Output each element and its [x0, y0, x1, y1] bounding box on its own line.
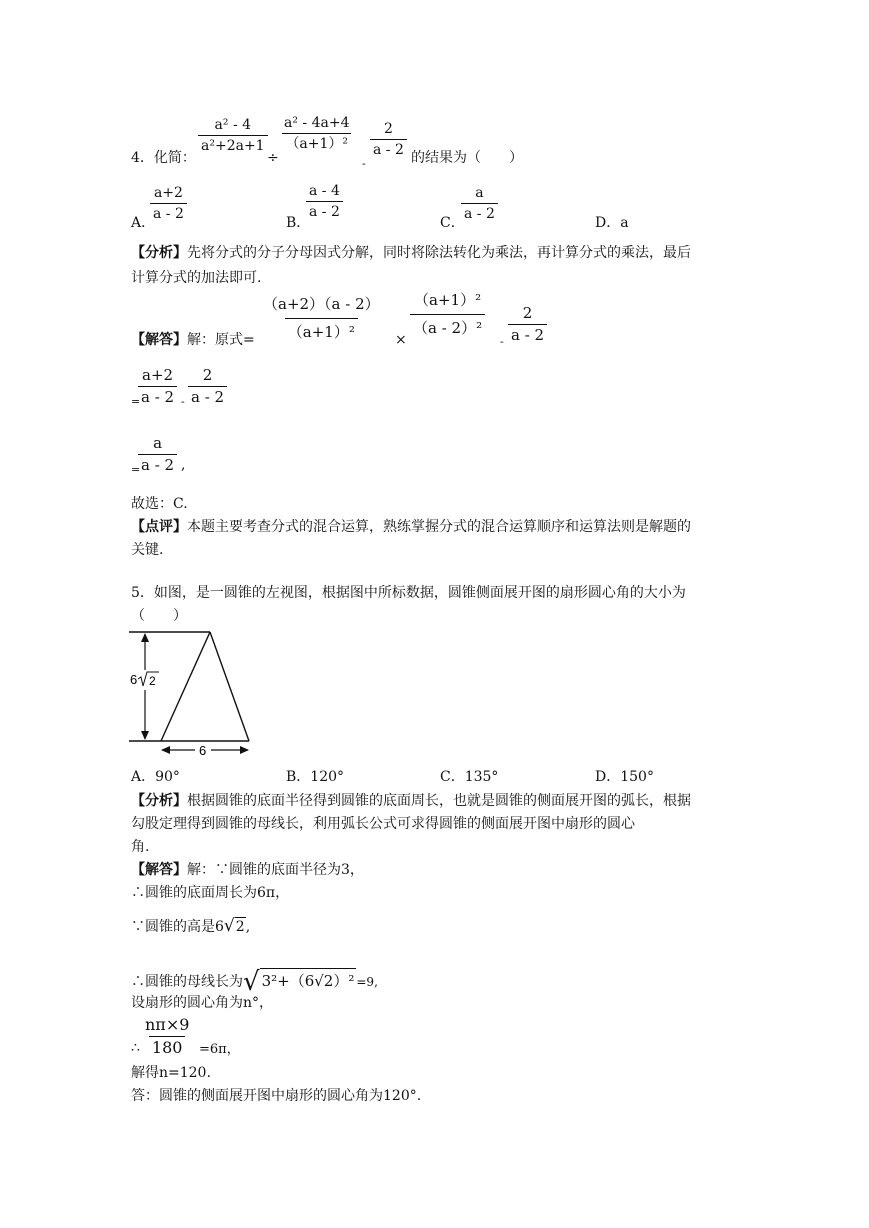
solution-fraction-2	[410, 293, 485, 336]
radicand-expression: 3²+（6√2）²	[260, 968, 357, 990]
q4-analysis-line2: 计算分式的加法即可.	[131, 270, 262, 286]
cone-left-view-figure	[129, 630, 253, 762]
option-d-text: a	[620, 215, 629, 231]
therefore-sign: ∴	[131, 1040, 140, 1056]
step3-fraction	[138, 436, 177, 473]
radical-symbol: √	[223, 916, 235, 936]
arrow-down-icon	[141, 731, 149, 740]
triangle-left-side	[161, 632, 210, 741]
q5-solution-line5: 设扇形的圆心角为n°，	[131, 995, 274, 1011]
q5-answer: 答：圆锥的侧面展开图中扇形的圆心角为120°.	[131, 1088, 422, 1104]
option-a-letter: A．	[131, 215, 156, 231]
solution-fraction-1	[260, 297, 383, 340]
q5-stem-line2: （ ）	[131, 608, 187, 624]
step2-fraction-2	[188, 368, 227, 405]
option-b-letter: B．	[286, 215, 311, 231]
minus-sign-2: -	[500, 335, 504, 348]
option-a-fraction	[150, 186, 187, 221]
solution-text-1: 解：∵圆锥的底面半径为3，	[187, 862, 364, 878]
times-sign: ×	[395, 332, 407, 348]
option-d-letter: D．	[595, 215, 621, 231]
analysis-text-1: 先将分式的分子分母因式分解，同时将除法转化为乘法，再计算分式的乘法，最后	[187, 245, 691, 261]
analysis-tag: 【分析】	[131, 793, 187, 809]
numerator: a² - 4	[214, 117, 252, 133]
q5-option-b: B．120°	[286, 769, 345, 785]
q5-solution-line1	[131, 863, 364, 877]
comment-text-1: 本题主要考查分式的混合运算，熟练掌握分式的混合运算顺序和运算法则是解题的	[187, 519, 691, 535]
result: =9,	[356, 975, 378, 989]
denominator: a - 2	[150, 203, 187, 221]
numerator: a+2	[153, 185, 183, 201]
radicand: 2	[235, 919, 245, 935]
denominator: a - 2	[370, 139, 407, 157]
numerator: a+2	[142, 366, 174, 384]
q5-option-c: C．135°	[440, 769, 499, 785]
q5-solution-line7: 解得n=120.	[131, 1065, 211, 1081]
height-statement: ∵圆锥的高是6	[131, 919, 224, 935]
denominator: a²+2a+1	[198, 135, 268, 153]
arrow-up-icon	[141, 633, 149, 642]
denominator: a - 2	[138, 454, 177, 473]
solution-intro-text: 解：原式=	[187, 332, 255, 348]
numerator: （a+2）（a - 2）	[263, 295, 380, 313]
comment-tag: 【点评】	[131, 519, 187, 535]
q4-fraction-2	[281, 116, 352, 151]
option-c-letter: C．	[440, 215, 465, 231]
step2-minus: -	[181, 395, 185, 408]
height-label: 6	[130, 672, 138, 687]
q5-stem-line1: 5．如图，是一圆锥的左视图，根据图中所标数据，圆锥侧面展开图的扇形圆心角的大小为	[131, 585, 686, 601]
option-c-fraction	[461, 186, 498, 221]
numerator: nπ×9	[145, 1015, 190, 1034]
base-label: 6	[199, 743, 207, 758]
analysis-tag: 【分析】	[131, 245, 187, 261]
denominator: a - 2	[306, 201, 343, 219]
denominator: （a - 2）²	[410, 314, 485, 336]
arrow-right-icon	[240, 746, 249, 754]
arrow-left-icon	[161, 746, 170, 754]
q4-tail: 的结果为（ ）	[411, 150, 523, 166]
denominator: （a+1）²	[282, 133, 351, 151]
arc-length-fraction	[142, 1017, 192, 1056]
q5-analysis-line3: 角.	[131, 839, 150, 855]
step2-equals: =	[131, 395, 141, 408]
denominator: a - 2	[508, 324, 547, 343]
q4-label: 4．化简：	[131, 150, 196, 166]
q4-analysis-line1	[131, 246, 691, 260]
q4-fraction-1	[198, 118, 268, 153]
height-radicand: 2	[149, 674, 156, 688]
step3-equals: =	[131, 463, 141, 476]
step2-fraction-1	[138, 368, 177, 405]
numerator: a	[475, 185, 484, 201]
option-b-fraction	[306, 184, 343, 219]
radical-symbol-large: √	[243, 967, 260, 997]
comma: ,	[245, 919, 251, 935]
denominator: a - 2	[461, 203, 498, 221]
slant-statement: ∴圆锥的母线长为	[131, 974, 243, 990]
option-d	[595, 216, 629, 230]
q5-analysis-line2: 勾股定理得到圆锥的母线长，利用弧长公式可求得圆锥的侧面展开图中扇形的圆心	[131, 816, 635, 832]
q4-comment-line2: 关键.	[131, 542, 164, 558]
numerator: a	[153, 434, 163, 452]
q4-solution-intro	[131, 333, 255, 347]
q5-solution-line4	[131, 965, 378, 997]
numerator: 2	[522, 304, 533, 322]
numerator: a - 4	[309, 183, 340, 199]
solution-tag: 【解答】	[131, 332, 187, 348]
triangle-right-side	[210, 632, 249, 741]
denominator: a - 2	[188, 386, 227, 405]
analysis-text-1: 根据圆锥的底面半径得到圆锥的底面周长，也就是圆锥的侧面展开图的弧长，根据	[187, 793, 691, 809]
solution-fraction-3	[508, 306, 547, 343]
q5-analysis-line1	[131, 794, 691, 808]
q4-comment-line1	[131, 520, 691, 534]
q4-choose: 故选：C.	[131, 496, 188, 512]
numerator: （a+1）²	[414, 291, 482, 309]
q4-fraction-3	[370, 122, 407, 157]
denominator: a - 2	[138, 386, 177, 405]
q5-option-a: A．90°	[131, 769, 180, 785]
divide-sign: ÷	[267, 150, 279, 166]
numerator: 2	[202, 366, 213, 384]
q5-solution-line3	[131, 918, 250, 935]
step3-comma: ,	[181, 457, 186, 473]
solution-tag: 【解答】	[131, 862, 187, 878]
numerator: a² - 4a+4	[284, 115, 350, 131]
denominator: 180	[149, 1036, 186, 1056]
q5-solution-line2: ∴圆锥的底面周长为6π，	[131, 885, 290, 901]
minus-sign: -	[362, 157, 366, 170]
arc-equation-result: =6π，	[199, 1042, 240, 1057]
q5-option-d: D．150°	[595, 769, 654, 785]
denominator: （a+1）²	[285, 318, 358, 340]
numerator: 2	[383, 121, 393, 137]
